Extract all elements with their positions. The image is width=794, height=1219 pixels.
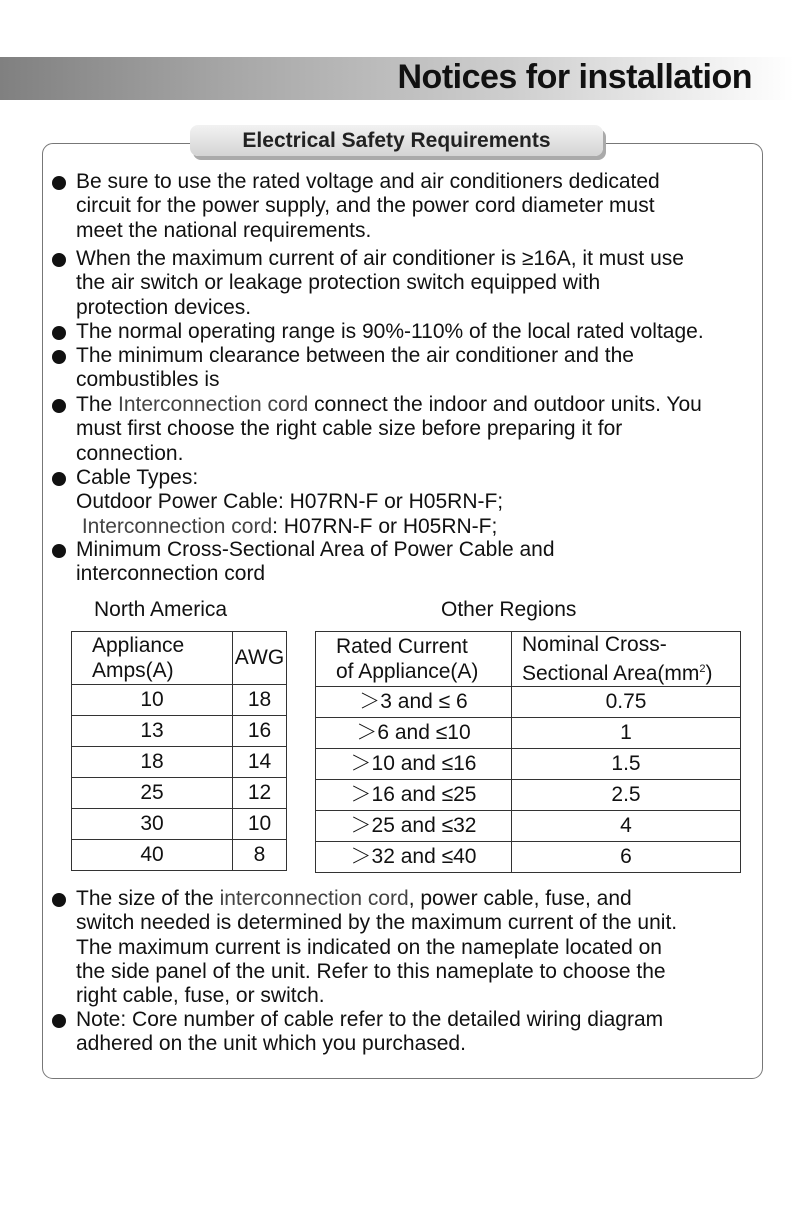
north-america-table: [71, 631, 287, 871]
bullet-size: The size of the interconnection cord, power cable, fuse, and switch needed is determined by the maximum current of the unit. The maximum current is indicated on the nameplate located on the side panel of the unit. Refer to this nameplate to choose the right cable, fuse, or switch.: [76, 887, 776, 1008]
bullet-min-area: Minimum Cross-Sectional Area of Power Cable and interconnection cord: [76, 538, 776, 587]
table-cell: 18: [233, 685, 287, 716]
table-row: [316, 842, 741, 873]
header-amps: Appliance Amps(A): [72, 632, 233, 685]
table-row: [72, 778, 287, 809]
table-cell: 14: [233, 747, 287, 778]
table-cell: 10: [72, 685, 233, 716]
table-cell: 1.5: [512, 749, 741, 780]
table-cell: 12: [233, 778, 287, 809]
bullet-line: the air switch or leakage protection switch equipped with: [76, 271, 601, 295]
bullet-interconnection: The Interconnection cord connect the indoor and outdoor units. You must first choose the right cable size before preparing it for connection.: [76, 393, 776, 466]
bullet-icon: [52, 253, 66, 267]
bullet-item: [76, 170, 776, 243]
table-row: [72, 809, 287, 840]
table-row: [316, 780, 741, 811]
bullet-line: When the maximum current of air conditioner is ≥16A, it must use: [76, 247, 684, 270]
bullet-line: The normal operating range is 90%-110% of the local rated voltage.: [76, 320, 704, 343]
table-cell: 2.5: [512, 780, 741, 811]
table-cell: 16: [233, 716, 287, 747]
bullet-line: combustibles is: [76, 368, 220, 392]
table-row: [316, 718, 741, 749]
table-cell: 30: [72, 809, 233, 840]
table-cell: ＞25 and ≤32: [316, 811, 512, 842]
bullet-icon: [52, 1014, 66, 1028]
bullet-icon: [52, 544, 66, 558]
other-regions-label: Other Regions: [441, 598, 577, 621]
other-regions-table: [315, 631, 741, 873]
header-awg: AWG: [233, 632, 287, 685]
bullet-line: circuit for the power supply, and the power cord diameter must: [76, 194, 655, 218]
table-row: [72, 716, 287, 747]
table-row: [316, 749, 741, 780]
bullet-cable-types: Cable Types: Outdoor Power Cable: H07RN-F or H05RN-F; Interconnection cord: H07RN-F or H05RN-F;: [76, 466, 776, 539]
north-america-label: North America: [94, 598, 228, 621]
table-cell: 40: [72, 840, 233, 871]
table-cell: 4: [512, 811, 741, 842]
table-cell: 6: [512, 842, 741, 873]
bullet-line: meet the national requirements.: [76, 218, 372, 242]
table-cell: 13: [72, 716, 233, 747]
bullet-item: [76, 320, 776, 344]
table-row: [72, 747, 287, 778]
bullet-line: protection devices.: [76, 295, 252, 319]
table-row: [316, 687, 741, 718]
table-row: [72, 840, 287, 871]
bullet-item: [76, 344, 776, 393]
table-cell: 8: [233, 840, 287, 871]
bullet-item: [76, 247, 776, 320]
bullet-icon: [52, 399, 66, 413]
bullet-line: Be sure to use the rated voltage and air conditioners dedicated: [76, 170, 660, 193]
bullet-icon: [52, 893, 66, 907]
bullet-line: The minimum clearance between the air conditioner and the: [76, 344, 634, 367]
table-cell: ＞32 and ≤40: [316, 842, 512, 873]
table-cell: 10: [233, 809, 287, 840]
bullet-icon: [52, 350, 66, 364]
section-title: Electrical Safety Requirements: [190, 125, 603, 156]
bullet-icon: [52, 472, 66, 486]
table-row: [316, 811, 741, 842]
table-cell: 0.75: [512, 687, 741, 718]
header-rated-current: Rated Current of Appliance(A): [316, 632, 512, 687]
bullet-note: Note: Core number of cable refer to the detailed wiring diagram adhered on the unit which you purchased.: [76, 1008, 776, 1057]
page-title: Notices for installation: [397, 58, 752, 96]
bullet-icon: [52, 176, 66, 190]
table-cell: ＞16 and ≤25: [316, 780, 512, 811]
bullet-icon: [52, 326, 66, 340]
table-cell: ＞6 and ≤10: [316, 718, 512, 749]
table-cell: ＞10 and ≤16: [316, 749, 512, 780]
table-cell: 18: [72, 747, 233, 778]
table-cell: 1: [512, 718, 741, 749]
header-cross-section: Nominal Cross- Sectional $Area(mm^2)$: [512, 632, 741, 687]
table-row: [72, 685, 287, 716]
table-cell: 25: [72, 778, 233, 809]
table-cell: ＞3 and ≤ 6: [316, 687, 512, 718]
